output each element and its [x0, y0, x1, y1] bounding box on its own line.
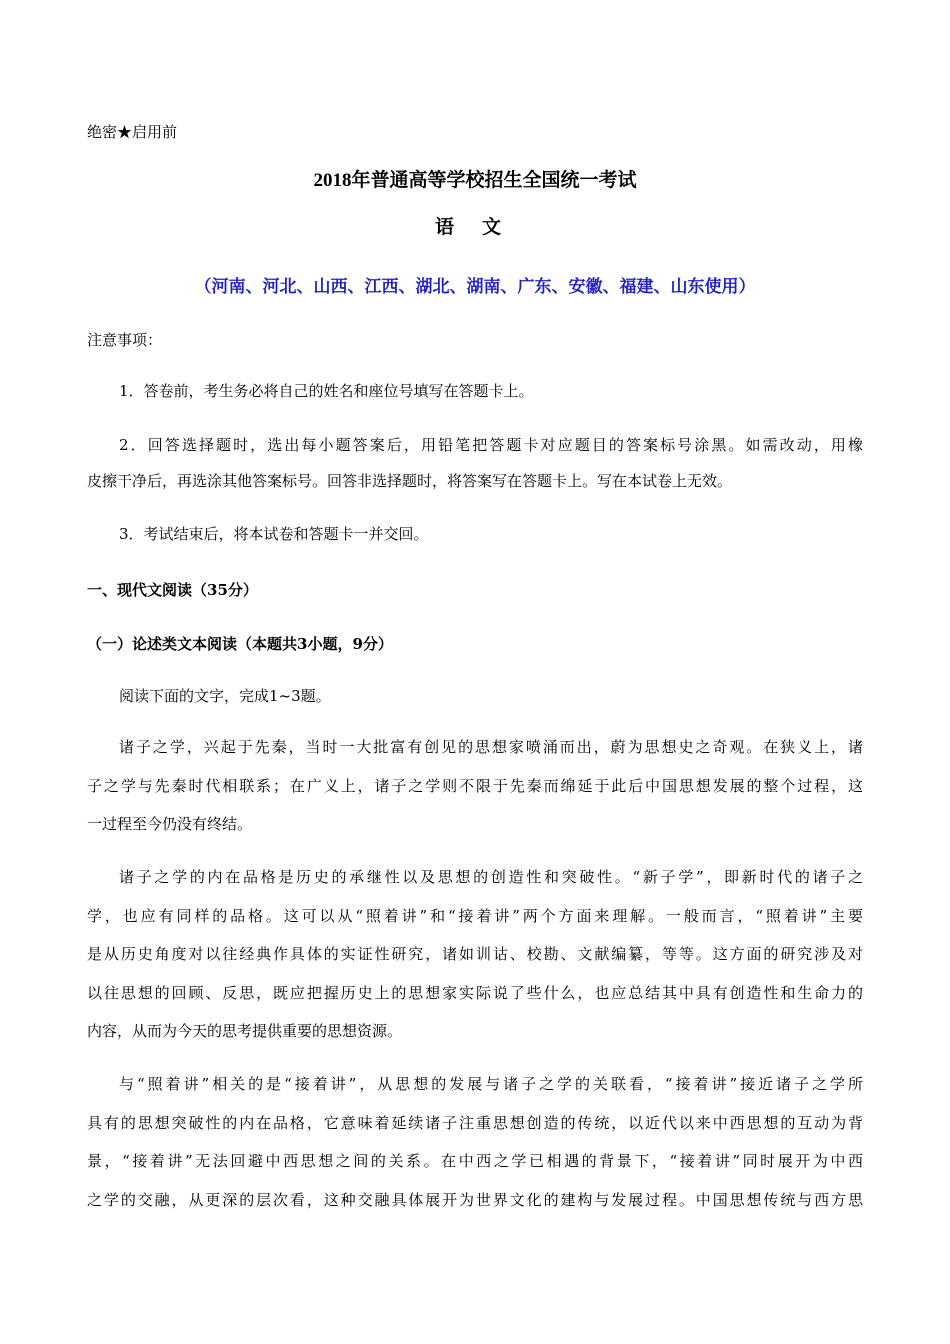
subject-title: 语文 [434, 216, 529, 238]
passage-line: 以往思想的回顾、反思，既应把握历史上的思想家实际说了些什么，也应总结其中具有创造性和生命力的 [87, 983, 863, 1002]
passage-line: 具有的思想突破性的内在品格，它意味着延续诸子注重思想创造的传统，以近代以来中西思想的互动为背 [87, 1113, 863, 1132]
secret-label: 绝密★启用前 [87, 123, 178, 141]
notice-item-2-line-2: 皮擦干净后，再选涂其他答案标号。回答非选择题时，将答案写在答题卡上。写在本试卷上无效。 [87, 472, 733, 490]
passage-line: 与“照着讲”相关的是“接着讲”，从思想的发展与诸子之学的关联看，“接着讲”接近诸子之学所 [119, 1075, 863, 1093]
passage-line: 内容，从而为今天的思考提供重要的思想资源。 [87, 1022, 403, 1040]
passage-line: 之学的交融，从更深的层次看，这种交融具体展开为世界文化的建构与发展过程。中国思想传统与西方思 [87, 1190, 863, 1209]
passage-paragraph-2 [87, 858, 863, 1051]
reading-instruction: 阅读下面的文字，完成1~3题。 [119, 687, 331, 705]
notice-item-3-text: 3．考试结束后，将本试卷和答题卡一并交回。 [119, 525, 429, 543]
notice-heading: 注意事项： [87, 331, 163, 349]
passage-line: 学，也应有同样的品格。这可以从“照着讲”和“接着讲”两个方面来理解。一般而言，“照着讲”主要 [87, 906, 863, 925]
passage-line: 子之学与先秦时代相联系；在广义上，诸子之学则不限于先秦而绵延于此后中国思想发展的整个过程，这 [87, 776, 863, 795]
passage-paragraph-3 [87, 1065, 863, 1219]
passage-line: 景，“接着讲”无法回避中西思想之间的关系。在中西之学已相遇的背景下，“接着讲”同时展开为中西 [87, 1152, 863, 1170]
passage-paragraph-1 [87, 728, 863, 844]
passage-line: 诸子之学，兴起于先秦，当时一大批富有创见的思想家喷涌而出，蔚为思想史之奇观。在狭义上，诸 [119, 738, 863, 756]
notice-item-1 [87, 373, 863, 409]
exam-title: 2018年普通高等学校招生全国统一考试 [313, 170, 637, 191]
notice-item-2 [87, 427, 863, 499]
provinces-note: （河南、河北、山西、江西、湖北、湖南、广东、安徽、福建、山东使用） [194, 277, 756, 297]
passage-line: 是从历史角度对以往经典作具体的实证性研究，诸如训诂、校勘、文献编纂，等等。这方面的研究涉及对 [87, 945, 863, 963]
passage-line: 一过程至今仍没有终结。 [87, 815, 253, 833]
sub-section-heading: （一）论述类文本阅读（本题共3小题，9分） [87, 635, 393, 653]
notice-item-1-text: 1．答卷前，考生务必将自己的姓名和座位号填写在答题卡上。 [119, 382, 534, 400]
passage-line: 诸子之学的内在品格是历史的承继性以及思想的创造性和突破性。“新子学”，即新时代的诸子之 [119, 868, 863, 886]
notice-item-3 [87, 516, 863, 552]
section-heading: 一、现代文阅读（35分） [87, 581, 258, 599]
notice-item-2-line-1: 2．回答选择题时，选出每小题答案后，用铅笔把答题卡对应题目的答案标号涂黑。如需改动，用橡 [119, 436, 863, 454]
